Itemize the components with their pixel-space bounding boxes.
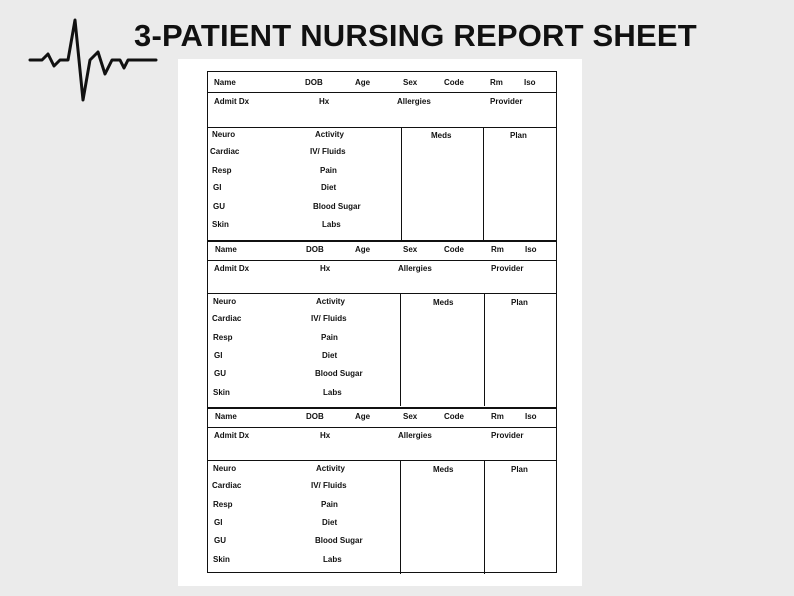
report-sheet (207, 71, 557, 573)
patient-section-2 (208, 240, 556, 406)
divider (208, 427, 556, 428)
sex-label: Sex (403, 78, 418, 87)
admit-dx-label: Admit Dx (214, 97, 250, 106)
iso-label: Iso (524, 78, 536, 87)
resp-label: Resp (213, 333, 233, 342)
diet-label: Diet (322, 518, 338, 527)
cardiac-label: Cardiac (210, 147, 240, 156)
rm-label: Rm (491, 245, 504, 254)
neuro-label: Neuro (213, 464, 237, 473)
diet-label: Diet (322, 351, 338, 360)
gi-label: GI (214, 351, 223, 360)
dob-label: DOB (306, 412, 324, 421)
gu-label: GU (214, 369, 226, 378)
admit-dx-label: Admit Dx (214, 431, 250, 440)
divider (208, 92, 556, 93)
gi-label: GI (213, 183, 222, 192)
iv-fluids-label: IV/ Fluids (311, 314, 347, 323)
allergies-label: Allergies (398, 431, 432, 440)
iso-label: Iso (525, 245, 537, 254)
code-label: Code (444, 245, 464, 254)
column-divider (400, 460, 401, 574)
pain-label: Pain (321, 500, 338, 509)
column-divider (484, 460, 485, 574)
neuro-label: Neuro (213, 297, 237, 306)
neuro-label: Neuro (212, 130, 236, 139)
name-label: Name (214, 78, 236, 87)
rm-label: Rm (491, 412, 504, 421)
dob-label: DOB (305, 78, 323, 87)
labs-label: Labs (323, 555, 342, 564)
iv-fluids-label: IV/ Fluids (311, 481, 347, 490)
gu-label: GU (213, 202, 225, 211)
hx-label: Hx (320, 431, 331, 440)
gi-label: GI (214, 518, 223, 527)
resp-label: Resp (213, 500, 233, 509)
activity-label: Activity (315, 130, 344, 139)
cardiac-label: Cardiac (212, 314, 242, 323)
column-divider (401, 127, 402, 242)
provider-label: Provider (490, 97, 523, 106)
age-label: Age (355, 78, 371, 87)
plan-label: Plan (510, 131, 527, 140)
labs-label: Labs (323, 388, 342, 397)
age-label: Age (355, 412, 371, 421)
allergies-label: Allergies (398, 264, 432, 273)
hx-label: Hx (320, 264, 331, 273)
skin-label: Skin (213, 388, 230, 397)
column-divider (483, 127, 484, 242)
diet-label: Diet (321, 183, 337, 192)
plan-label: Plan (511, 298, 528, 307)
plan-label: Plan (511, 465, 528, 474)
activity-label: Activity (316, 297, 345, 306)
divider (208, 293, 556, 294)
pain-label: Pain (321, 333, 338, 342)
provider-label: Provider (491, 264, 524, 273)
cardiac-label: Cardiac (212, 481, 242, 490)
divider (208, 260, 556, 261)
admit-dx-label: Admit Dx (214, 264, 250, 273)
labs-label: Labs (322, 220, 341, 229)
page-title: 3-PATIENT NURSING REPORT SHEET (134, 18, 697, 53)
meds-label: Meds (433, 465, 454, 474)
pain-label: Pain (320, 166, 337, 175)
meds-label: Meds (431, 131, 452, 140)
blood-sugar-label: Blood Sugar (313, 202, 361, 211)
name-label: Name (215, 412, 237, 421)
gu-label: GU (214, 536, 226, 545)
allergies-label: Allergies (397, 97, 431, 106)
iso-label: Iso (525, 412, 537, 421)
patient-section-3 (208, 407, 556, 574)
hx-label: Hx (319, 97, 330, 106)
patient-section-1 (208, 72, 556, 242)
code-label: Code (444, 412, 464, 421)
resp-label: Resp (212, 166, 232, 175)
divider (208, 127, 556, 128)
provider-label: Provider (491, 431, 524, 440)
skin-label: Skin (213, 555, 230, 564)
dob-label: DOB (306, 245, 324, 254)
code-label: Code (444, 78, 464, 87)
name-label: Name (215, 245, 237, 254)
age-label: Age (355, 245, 371, 254)
divider (208, 460, 556, 461)
activity-label: Activity (316, 464, 345, 473)
iv-fluids-label: IV/ Fluids (310, 147, 346, 156)
column-divider (484, 293, 485, 406)
sex-label: Sex (403, 412, 418, 421)
meds-label: Meds (433, 298, 454, 307)
skin-label: Skin (212, 220, 229, 229)
column-divider (400, 293, 401, 406)
blood-sugar-label: Blood Sugar (315, 536, 363, 545)
blood-sugar-label: Blood Sugar (315, 369, 363, 378)
rm-label: Rm (490, 78, 503, 87)
sex-label: Sex (403, 245, 418, 254)
